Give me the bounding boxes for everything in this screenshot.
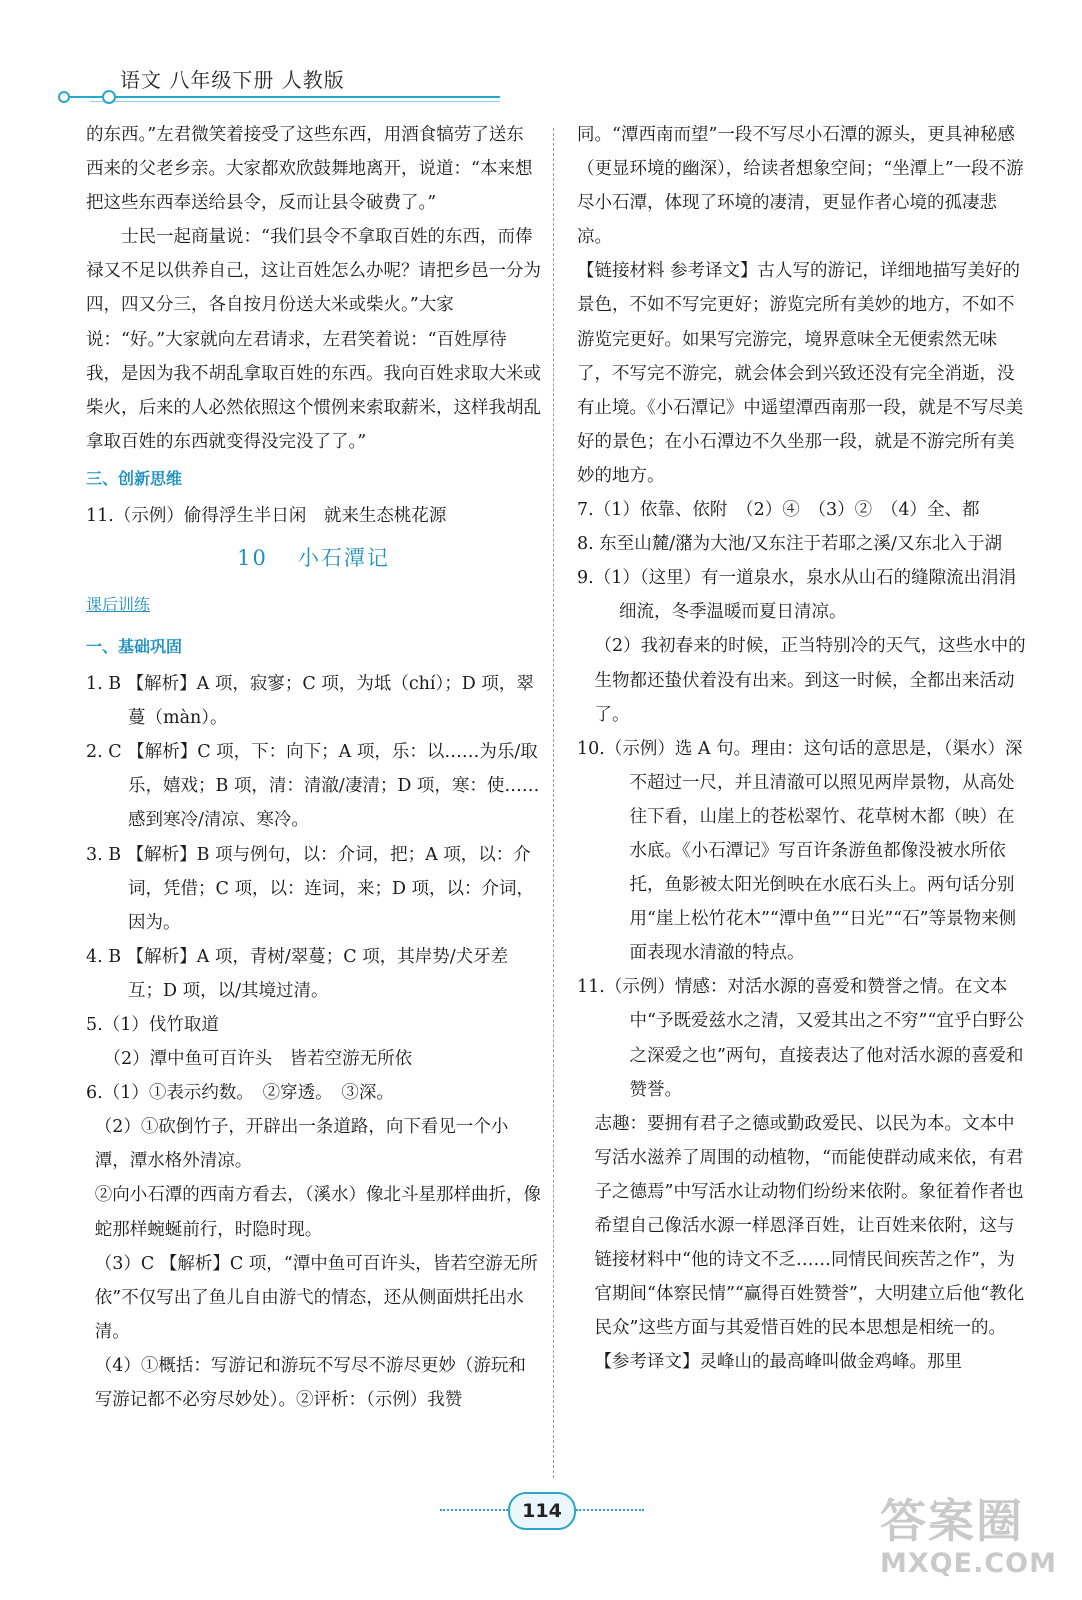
page-number: 114 bbox=[508, 1492, 576, 1530]
answer-item: （4）①概括：写游记和游玩不写尽不游尽更妙（游玩和写游记都不必穷尽妙处）。②评析：（示例）我赞 bbox=[94, 1355, 526, 1410]
footer-rule-left bbox=[440, 1509, 508, 1511]
answer-item: 10.（示例）选 A 句。理由：这句话的意思是，（渠水）深不超过一尺，并且清澈可以照见两岸景物，从高处往下看，山崖上的苍松翠竹、花草树木都（映）在水底。《小石潭记》写百许条游鱼都像没被水所依托，鱼影被太阳光倒映在水底石头上。两句话分别用“崖上松竹花木”“潭中鱼”“日光”“石”等景物来侧面表现水清澈的特点。 bbox=[577, 738, 1023, 964]
watermark-logo bbox=[880, 1495, 1070, 1590]
right-column bbox=[577, 118, 1026, 1379]
answer-item: 11.（示例）偷得浮生半日闲 就来生态桃花源 bbox=[86, 505, 447, 526]
answer-item: 8. 东至山麓/潴为大池/又东注于若耶之溪/又东北入于湖 bbox=[577, 534, 1002, 555]
answer-item: 11.（示例）情感：对活水源的喜爱和赞誉之情。在文本中“予既爱兹水之清，又爱其出之不穷”“宜乎白野公之深爱之也”两句，直接表达了他对活水源的喜爱和赞誉。 bbox=[577, 977, 1024, 1100]
watermark-url: MXQE.COM bbox=[880, 1548, 1057, 1579]
column-divider bbox=[553, 128, 554, 1478]
header-dot-icon bbox=[102, 90, 116, 104]
header-rule-thin bbox=[90, 101, 500, 102]
answer-item: 1. B 【解析】A 项，寂寥；C 项，为坻（chí）；D 项，翠蔓（màn）。 bbox=[86, 674, 534, 729]
answer-item: ②向小石潭的西南方看去，（溪水）像北斗星那样曲折，像蛇那样蜿蜒前行，时隐时现。 bbox=[94, 1185, 541, 1240]
section-heading: 一、基础巩固 bbox=[86, 637, 183, 657]
answer-item: （2）①砍倒竹子，开辟出一条道路，向下看见一个小潭，潭水格外清凉。 bbox=[94, 1117, 509, 1172]
chapter-name: 小石潭记 bbox=[297, 546, 390, 571]
answer-item: 6.（1）①表示约数。 ②穿透。 ③深。 bbox=[86, 1083, 394, 1104]
answer-item: 3. B 【解析】B 项与例句，以：介词，把；A 项，以：介词，凭借；C 项，以：连词，来；D 项，以：介词，因为。 bbox=[86, 844, 535, 933]
paragraph: 同。“潭西南而望”一段不写尽小石潭的源头，更具神秘感（更显环境的幽深），给读者想象空间；“坐潭上”一段不游尽小石潭，体现了环境的凄清，更显作者心境的孤凄悲凉。 bbox=[577, 125, 1024, 248]
paragraph: 【参考译文】灵峰山的最高峰叫做金鸡峰。那里 bbox=[594, 1352, 962, 1373]
header-title: 语文 八年级下册 人教版 bbox=[120, 68, 345, 92]
header-rule bbox=[60, 96, 500, 98]
header-dot-icon bbox=[58, 91, 70, 103]
answer-item: 7.（1）依靠、依附 （2）④ （3）② （4）全、都 bbox=[577, 500, 980, 521]
chapter-number: 10 bbox=[237, 546, 268, 571]
answer-item: 2. C 【解析】C 项，下：向下；A 项，乐：以……为乐/取乐，嬉戏；B 项，清：清澈/凄清；D 项，寒：使……感到寒冷/清凉、寒冷。 bbox=[86, 742, 540, 831]
paragraph: 的东西。”左君微笑着接受了这些东西，用酒食犒劳了送东西来的父老乡亲。大家都欢欣鼓舞地离开，说道：“本来想把这些东西奉送给县令，反而让县令破费了。” bbox=[86, 125, 533, 214]
page-footer bbox=[440, 1490, 640, 1530]
footer-rule-right bbox=[576, 1509, 644, 1511]
answer-item: （2）我初春来的时候，正当特别冷的天气，这些水中的生物都还蛰伏着没有出来。到这一时候，全都出来活动了。 bbox=[594, 636, 1026, 725]
answer-item: 4. B 【解析】A 项，青树/翠蔓；C 项，其岸势/犬牙差互；D 项，以/其境过清。 bbox=[86, 946, 509, 1001]
subsection-heading: 课后训练 bbox=[86, 595, 151, 615]
left-column bbox=[86, 118, 541, 1417]
answer-item: （3）C 【解析】C 项，“潭中鱼可百许头，皆若空游无所依”不仅写出了鱼儿自由游弋的情态，还从侧面烘托出水清。 bbox=[94, 1253, 538, 1342]
paragraph: 【链接材料 参考译文】古人写的游记，详细地描写美好的景色，不如不写完更好；游览完所有美妙的地方，不如不游览完更好。如果写完游完，境界意味全无便索然无味了，不写完不游完，就会体会到兴致还没有完全消逝，没有止境。《小石潭记》中遥望潭西南那一段，就是不写尽美好的景色；在小石潭边不久坐那一段，就是不游完所有美妙的地方。 bbox=[577, 261, 1024, 486]
section-heading: 三、创新思维 bbox=[86, 468, 183, 488]
page-header bbox=[60, 58, 500, 118]
answer-item: 志趣：要拥有君子之德或勤政爱民、以民为本。文本中写活水滋养了周围的动植物，“而能使群动咸来依，有君子之德焉”中写活水让动物们纷纷来依附。象征着作者也希望自己像活水源一样恩泽百姓，让百姓来依附，这与链接材料中“他的诗文不乏……同情民间疾苦之作”，为官期间“体察民情”“赢得百姓赞誉”，大明建立后他“教化民众”这些方面与其爱惜百姓的民本思想是相统一的。 bbox=[594, 1113, 1025, 1339]
paragraph: 士民一起商量说：“我们县令不拿取百姓的东西，而俸禄又不足以供养自己，这让百姓怎么办呢？请把乡邑一分为四，四又分三，各自按月份送大米或柴火。”大家说：“好。”大家就向左君请求，左君笑着说：“百姓厚待我，是因为我不胡乱拿取百姓的东西。我向百姓求取大米或柴火，后来的人必然依照这个惯例来索取薪米，这样我胡乱拿取百姓的东西就变得没完没了了。” bbox=[86, 227, 541, 452]
watermark-text: 答案圈 bbox=[880, 1494, 1024, 1548]
answer-item: （2）潭中鱼可百许头 皆若空游无所依 bbox=[103, 1049, 413, 1070]
answer-item: 9.（1）（这里）有一道泉水，泉水从山石的缝隙流出涓涓细流，冬季温暖而夏日清凉。 bbox=[577, 568, 1017, 623]
chapter-title bbox=[86, 533, 541, 583]
answer-item: 5.（1）伐竹取道 bbox=[86, 1014, 219, 1035]
